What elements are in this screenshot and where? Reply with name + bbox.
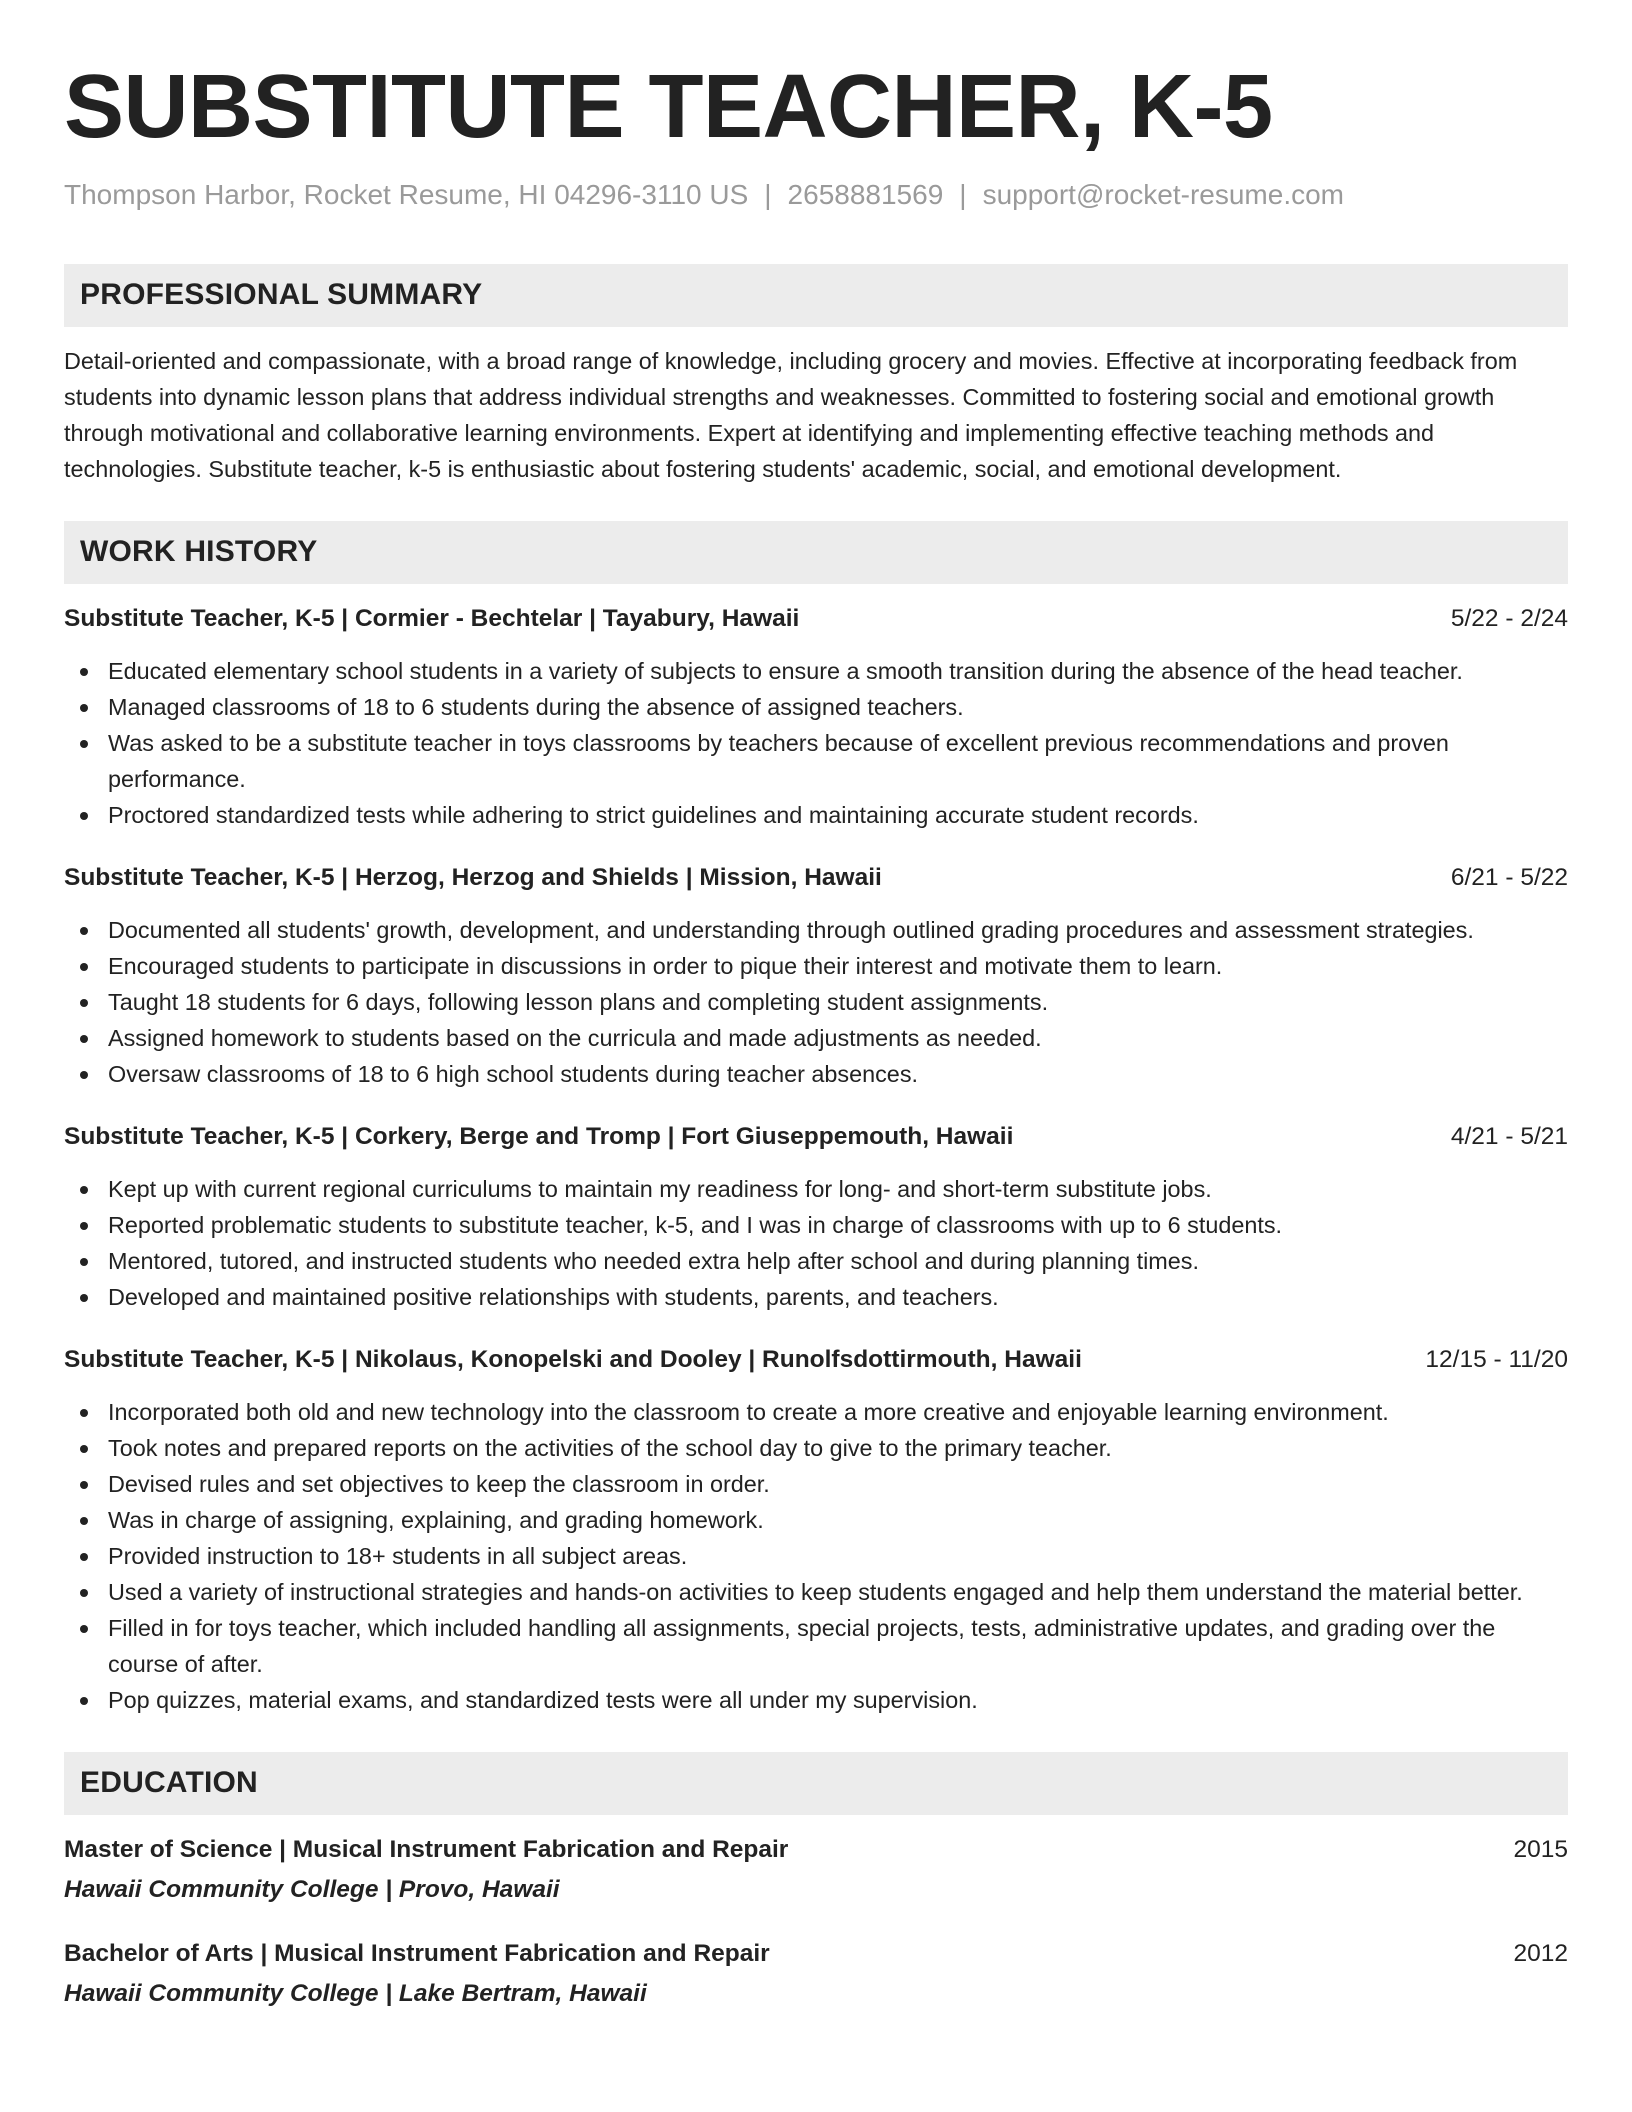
job-bullet: Documented all students' growth, development, and understanding through outlined grading procedures and assessment strategies. (64, 912, 1568, 948)
job-dates: 4/21 - 5/21 (1450, 1122, 1568, 1150)
job-bullet: Was in charge of assigning, explaining, and grading homework. (64, 1502, 1568, 1538)
education-degree: Master of Science | Musical Instrument Fabrication and Repair (64, 1835, 789, 1863)
job-bullet: Educated elementary school students in a variety of subjects to ensure a smooth transition during the absence of the head teacher. (64, 653, 1568, 689)
job-title: Substitute Teacher, K-5 | Corkery, Berge and Tromp | Fort Giuseppemouth, Hawaii (64, 1122, 1014, 1150)
contact-separator: | (959, 179, 967, 210)
job-bullet: Pop quizzes, material exams, and standardized tests were all under my supervision. (64, 1682, 1568, 1718)
contact-email: support@rocket-resume.com (982, 179, 1344, 210)
job-bullet: Devised rules and set objectives to keep the classroom in order. (64, 1466, 1568, 1502)
contact-line (64, 178, 1568, 212)
section-header-education: EDUCATION (64, 1752, 1568, 1815)
job-header (64, 1343, 1568, 1377)
job-entry (64, 1343, 1568, 1718)
job-bullet: Kept up with current regional curriculums to maintain my readiness for long- and short-term substitute jobs. (64, 1171, 1568, 1207)
education-entry (64, 1833, 1568, 1907)
job-dates: 6/21 - 5/22 (1450, 863, 1568, 891)
education-header (64, 1937, 1568, 1971)
contact-address: Thompson Harbor, Rocket Resume, HI 04296-3110 US (64, 179, 749, 210)
job-bullet: Took notes and prepared reports on the activities of the school day to give to the primary teacher. (64, 1430, 1568, 1466)
education-header (64, 1833, 1568, 1867)
education-year: 2012 (1513, 1939, 1568, 1967)
job-bullet: Oversaw classrooms of 18 to 6 high school students during teacher absences. (64, 1056, 1568, 1092)
job-entry (64, 1120, 1568, 1315)
section-header-work-history: WORK HISTORY (64, 521, 1568, 584)
job-title: Substitute Teacher, K-5 | Nikolaus, Konopelski and Dooley | Runolfsdottirmouth, Hawaii (64, 1345, 1082, 1373)
job-dates: 12/15 - 11/20 (1425, 1345, 1568, 1373)
job-entry (64, 602, 1568, 833)
job-header (64, 861, 1568, 895)
candidate-name: SUBSTITUTE TEACHER, K-5 (64, 57, 1273, 157)
education-school: Hawaii Community College | Provo, Hawaii (64, 1875, 560, 1903)
job-bullet: Was asked to be a substitute teacher in toys classrooms by teachers because of excellent previous recommendations and proven performance. (64, 725, 1568, 797)
summary-text: Detail-oriented and compassionate, with a broad range of knowledge, including grocery and movies. Effective at incorporating feedback from students into dynamic lesson plans that address individual strengths and weaknesses. Committed to fostering social and emotional growth through motivational and collaborative learning environments. Expert at identifying and implementing effective teaching methods and technologies. Substitute teacher, k-5 is enthusiastic about fostering students' academic, social, and emotional development. (64, 347, 1518, 482)
job-entry (64, 861, 1568, 1092)
job-bullet: Mentored, tutored, and instructed students who needed extra help after school and during planning times. (64, 1243, 1568, 1279)
job-title: Substitute Teacher, K-5 | Herzog, Herzog and Shields | Mission, Hawaii (64, 863, 882, 891)
job-bullet: Used a variety of instructional strategies and hands-on activities to keep students engaged and help them understand the material better. (64, 1574, 1568, 1610)
job-header (64, 1120, 1568, 1154)
job-bullet: Managed classrooms of 18 to 6 students during the absence of assigned teachers. (64, 689, 1568, 725)
education-degree: Bachelor of Arts | Musical Instrument Fabrication and Repair (64, 1939, 770, 1967)
education-year: 2015 (1513, 1835, 1568, 1863)
job-bullets (64, 653, 1568, 833)
contact-separator: | (764, 179, 772, 210)
job-bullet: Developed and maintained positive relationships with students, parents, and teachers. (64, 1279, 1568, 1315)
job-bullet: Reported problematic students to substitute teacher, k-5, and I was in charge of classrooms with up to 6 students. (64, 1207, 1568, 1243)
job-bullet: Proctored standardized tests while adhering to strict guidelines and maintaining accurate student records. (64, 797, 1568, 833)
contact-phone: 2658881569 (787, 179, 944, 210)
education-school: Hawaii Community College | Lake Bertram, Hawaii (64, 1979, 647, 2007)
section-header-professional-summary: PROFESSIONAL SUMMARY (64, 264, 1568, 327)
job-header (64, 602, 1568, 636)
job-bullet: Filled in for toys teacher, which included handling all assignments, special projects, tests, administrative updates, and grading over the course of after. (64, 1610, 1568, 1682)
job-bullets (64, 912, 1568, 1092)
job-title: Substitute Teacher, K-5 | Cormier - Bechtelar | Tayabury, Hawaii (64, 604, 800, 632)
job-bullet: Taught 18 students for 6 days, following lesson plans and completing student assignments. (64, 984, 1568, 1020)
job-bullets (64, 1394, 1568, 1718)
job-bullet: Provided instruction to 18+ students in all subject areas. (64, 1538, 1568, 1574)
education-entry (64, 1937, 1568, 2011)
job-dates: 5/22 - 2/24 (1450, 604, 1568, 632)
job-bullet: Encouraged students to participate in discussions in order to pique their interest and motivate them to learn. (64, 948, 1568, 984)
job-bullets (64, 1171, 1568, 1315)
job-bullet: Assigned homework to students based on the curricula and made adjustments as needed. (64, 1020, 1568, 1056)
job-bullet: Incorporated both old and new technology into the classroom to create a more creative and enjoyable learning environment. (64, 1394, 1568, 1430)
